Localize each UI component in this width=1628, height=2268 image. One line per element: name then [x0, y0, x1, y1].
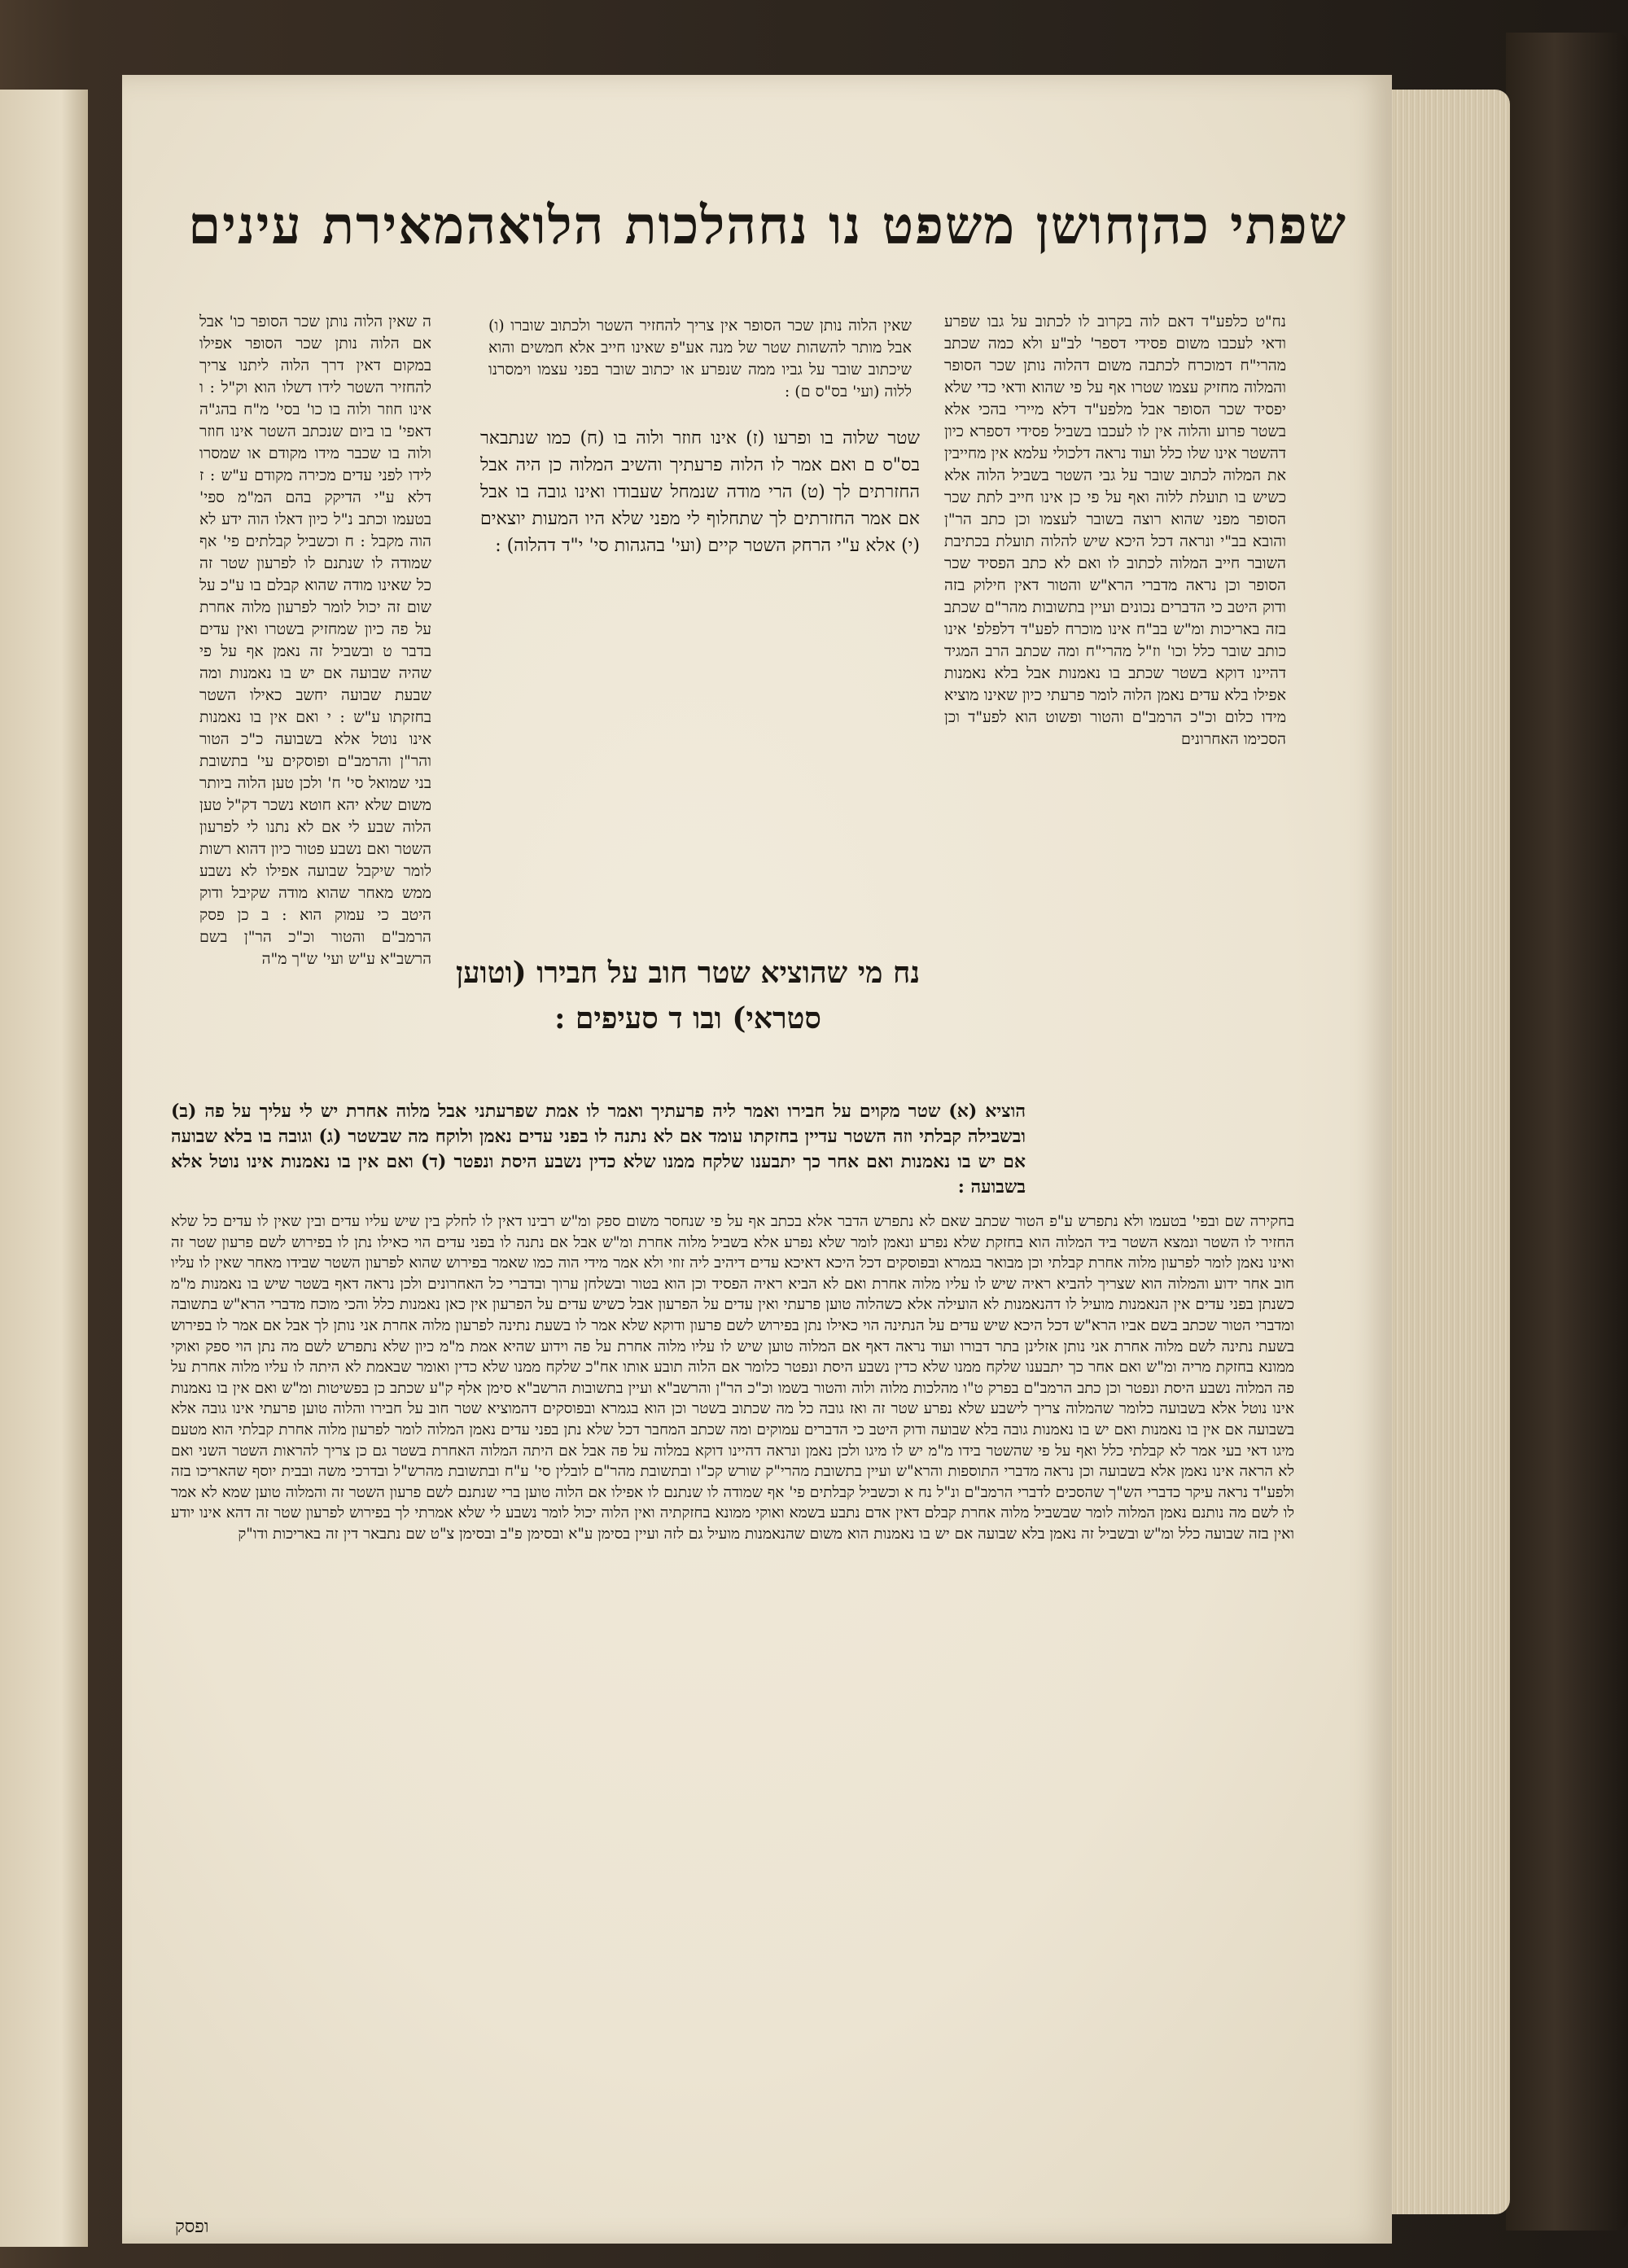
left-commentary-column: ה שאין הלוה נותן שכר הסופר כו' אבל אם הלוה נותן שכר הסופר אפילו במקום דאין דרך הלוה ליתנו צריך להחזיר השטר לידו דשלו הוא וק"ל : ו אינו חוזר ולוה בו כו' בסי' מ"ח בהג"ה דאפי' בו ביום שנכתב השטר אינו חוזר ולוה בו שכבר מידו מקודם או שמסרו לידו לפני עדים מכירה מקודם ע"ש : ז דלא ע"י הדיקק בהם המ"מ ספי' בטעמו וכתב נ"ל כיון דאלו הוה ידע לא הוה מקבל : ח וכשביל קבלתים פי' אף שמודה לו שנתנם לו לפרעון שטר זה כל שאינו מודה שהוא קבלם בו ע"כ על שום זה יכול לומר לפרעון מלוה אחרת על פה כיון שמחזיק בשטרו ואין עדים בדבר ט ובשביל זה נאמן אף על פי שהיה שבועה אם יש בו נאמנות ומה שבעת שבועה יחשב כאילו השטר בחזקתו ע"ש : י ואם אין בו נאמנות אינו נוטל אלא בשבועה כ"כ הטור והר"ן והרמב"ם ופוסקים עי' בתשובת בני שמואל סי' ח' ולכן טען הלוה ביותר משום שלא יהא חוטא נשכר דק"ל טען הלוה שבע לי אם לא נתנו לי לפרעון השטר ואם נשבע פטור כיון דהוא רשות לומר שיקבל שבועה אפילו לא נשבע ממש מאחר שהוא מודה שקיבל ודוק היטב כי עמוק הוא : ב כן פסק הרמב"ם והטור וכ"כ הר"ן בשם הרשב"א ע"ש ועי' ש"ך מ"ה: [199, 313, 431, 968]
running-head-center-1: חושן משפט נו נח: [758, 195, 1137, 256]
book-spine-edge: [1506, 33, 1628, 2231]
running-head-right: שפתי כהן: [1136, 195, 1347, 256]
main-text-sif-a-wrapper: [480, 1056, 920, 1088]
catchword: ופסק: [175, 2217, 209, 2237]
main-text-sif-b: שטר שלוה בו ופרעו (ז) אינו חוזר ולוה בו (ח) כמו שנתבאר בס"ס ם ואם אמר לו הלוה פרעתיך והשיב המלוה כן היה אבל החזרתים לך (ט) הרי מודה שנמחל שעבודו ואינו גובה בו אבל אם אמר החזרתים לך שתחלוף לי מפני שלא היו המעות יוצאים (י) אלא ע"י הרחק השטר קיים (ועי' בהגהות סי' י"ד דהלוה) :: [480, 428, 920, 556]
siman-heading: [444, 950, 932, 1041]
siman-heading-text: נח מי שהוציא שטר חוב על חבירו (וטוען סטראי) ובו ד סעיפים :: [455, 956, 921, 1035]
main-text-sif-a: הוציא (א) שטר מקוים על חבירו ואמר ליה פרעתיך ואמר לו אמת שפרעתני אבל מלוה אחרת יש לי עליך על פה (ב) ובשבילה קבלתי וזה השטר עדיין בחזקתו עומד אם לא נתנה לו בפני עדים נאמן ולוקח מה שבשטר (ג) וגובה בו בלא שבועה אם יש בו נאמנות ואם אחר כך יתבענו שלקח ממנו שלא כדין נשבע היסת ונפטר (ד) ואם אין בו נאמנות אינו נוטל אלא בשבועה :: [171, 1101, 1026, 1197]
running-head-center-2: הלכות הלואה: [466, 195, 759, 256]
main-text-top: שאין הלוה נותן שכר הסופר אין צריך להחזיר השטר ולכתוב שוברו (ו) אבל מותר להשהות שטר של מנה אע"פ שאינו חייב אלא חמשים והוא שיכתוב שובר על גביו ממה שנפרע או יכתוב שובר בפני עצמו וימסרנו ללוה (ועי' בס"ס ם) :: [488, 317, 912, 401]
running-head-left: מאירת עינים: [188, 195, 466, 256]
book-page: [122, 75, 1392, 2244]
right-commentary-column: נח"ט כלפע"ד דאם לוה בקרוב לו לכתוב על גבו שפרע ודאי לעכבו משום פסידי דספר' לב"ע ולא כמה שכתב מהרי"ח דמוכרח לכתבה משום דהלוה נותן שכר הסופר והמלוה מחזיק עצמו שטרו אף על פי שהוא ודאי כדי שלא יפסיד שכר הסופר אבל מלפע"ד דלא מיירי בהכי אלא בשטר פרוע והלוה אין לו לעכבו בשביל פסידי דספרא כיון דהשטר אינו שלו כלל ועוד נראה דלכולי עלמא אין מחייבין את המלוה לכתוב שובר על גבי השטר בשביל הלוה אלא כשיש בו תועלת ללוה ואף על פי כן אינו חייב לתת שכר הסופר מפני שהוא רוצה בשובר לעצמו וכן כתב הר"ן והובא בב"י ונראה דכל היכא שיש להלוה תועלת בכתיבת השובר חייב המלוה לכתוב לו ואם לא כתב הפסיד שכר הסופר וכן נראה מדברי הרא"ש והטור דאין חילוק בזה ודוק היטב כי הדברים נכונים ועיין בתשובות מהר"ם שכתב בזה באריכות ומ"ש בב"ח אינו מוכרח לפע"ד דלפלפ' אינו כותב שובר כלל וכו' וז"ל מהרי"ח ומה שכתב הרב המגיד דהיינו דוקא בשטר שכתב בו נאמנות אבל בלא נאמנות אפילו בלא עדים נאמן הלוה לומר פרעתי כיון שאינו מוציא מידו כלום וכ"כ הרמב"ם והטור ופשוט הוא לפע"ד וכן הסכימו האחרונים: [944, 313, 1286, 748]
running-head: [188, 189, 1347, 262]
bottom-commentary-text: בחקירה שם ובפי' בטעמו ולא נתפרש ע"פ הטור שכתב שאם לא נתפרש הדבר אלא בכתב אף על פי שנחסר משום ספק ומ"ש רבינו דאין לו לחלק בין שיש עליו עדים ובין שאין לו עדים כל שלא החזיר לו השטר ונמצא השטר ביד המלוה הוא בחזקת שלא נפרע ונאמן לומר שלא נפרע אלא בשביל מלוה אחרת ומ"ש אבל אם נתנה לו בפני עדים הוי כאילו נתן לו בפירוש לשם פרעון שטר זה ואינו נאמן לומר לפרעון מלוה אחרת קבלתי וכן מבואר בגמרא ובפוסקים דכל היכא דאיכא עדים דיהיב ליה זוזי ולא אמר מידי הוה כמו שאמר בפירוש שהוא לפרעון השטר שבידו מאחר שאין לו עליו חוב אחר ידוע והמלוה הוא שצריך להביא ראיה שיש לו עליו מלוה אחרת ואם לא הביא ראיה הפסיד וכן הוא בטור ובשלחן ערוך ובדברי כל האחרונים ולכן נראה דאף בשטר שיש בו נאמנות מ"מ כשנתן בפני עדים אין הנאמנות מועיל לו דהנאמנות לא הועילה אלא כשהלוה טוען פרעתי ואין עדים על הפרעון אבל כשיש עדים על הפרעון אין כאן נאמנות כלל והכי מוכח מדברי הרא"ש בתשובה ומדברי הטור שכתב בשם אביו הרא"ש דכל היכא שיש עדים על הנתינה הוי כאילו נתן בפירוש לשם פרעון ודוקא שלא אמר לו בשעת נתינה לפרעון מלוה אחרת אני נותן לך אבל אם אמר לו בפירוש בשעת נתינה לשם מלוה אחרת אני נותן אזלינן בתר דבורו ועוד נראה דאף אם המלוה טוען שיש לו עליו מלוה אחרת על פה וידוע שהיא אמת מ"מ כיון שלא נתפרש לשם מה נתן הוי ספק ואוקי ממונא בחזקת מריה ומ"ש ואם אחר כך יתבענו שלקח ממנו שלא כדין נשבע היסת ונפטר כלומר אם הלוה תובע אותו אח"כ שלקח ממנו שלא כדין ואומר שבאמת לא היתה לו עליו מלוה אחרת על פה המלוה נשבע היסת ונפטר וכן כתב הרמב"ם בפרק ט"ו מהלכות מלוה ולוה והטור בשמו וכ"כ הר"ן והרשב"א ועיין בתשובות הרשב"א סימן אלף ק"ע שכתב כן בפשיטות ומ"ש ואם אין בו נאמנות אינו נוטל אלא בשבועה כלומר שהמלוה צריך לישבע שלא נפרע שטר זה ואז גובה כל מה שכתוב בשטר וכן הוא בגמרא ובפוסקים דהמוציא שטר חוב על חבירו והלוה טוען פרעתי אינו גובה אלא בשבועה אם אין בו נאמנות ואם יש בו נאמנות גובה בלא שבועה ודוק היטב כי הדברים עמוקים ומה שכתב המחבר דכל שלא נתן בפני עדים נאמן המלוה לומר לפרעון מלוה אחרת קבלתי הוא מטעם מיגו דאי בעי אמר לא קבלתי כלל ואף על פי שהשטר בידו מ"מ יש לו מיגו ולכן נאמן ונראה דהיינו דוקא במלוה על פה אבל אם היתה המלוה האחרת בשטר גם כן צריך להראות השטר השני ואם לא הראה אינו נאמן אלא בשבועה וכן נראה מדברי התוספות והרא"ש ועיין בתשובת מהרי"ק שורש קכ"ו ובתשובת מהר"ם לובלין סי' ע"ח ובתשובת מהרש"ל ובדרכי משה ובבית יוסף שהאריכו בזה ולפע"ד נראה עיקר כדברי הש"ך שהסכים לדברי הרמב"ם ונ"ל נח א וכשביל קבלתים פי' אף שמודה לו שנתנם לו אפילו אם הלוה טוען ברי שנתנם לשם פרעון השטר זה והמלוה טוען שמא לא אמר לו לשם מה נותנם נאמן המלוה לומר שבשביל מלוה אחרת קבלם דאין אדם נתבע בשמא ואוקי ממונא בחזקתיה ואין הלוה יכול לומר נשבע לי שלא אמרתי לך בפירוש לפרעון שטר זה דהא אינו יודע ואין בזה שבועה כלל ומ"ש ובשביל זה נאמן בלא שבועה אם יש בו נאמנות הוא משום שהנאמנות מועיל גם לזה ועיין בסימן ע"א ובסימן פ"ב ובסימן צ"ט שם נתבאר דין זה באריכות ודו"ק: [171, 1213, 1294, 1543]
left-page-edge: [0, 90, 88, 2247]
bottom-commentary: [171, 1099, 1294, 2206]
main-text-column: [480, 425, 920, 1158]
page-stack-edges: [1388, 90, 1510, 2214]
